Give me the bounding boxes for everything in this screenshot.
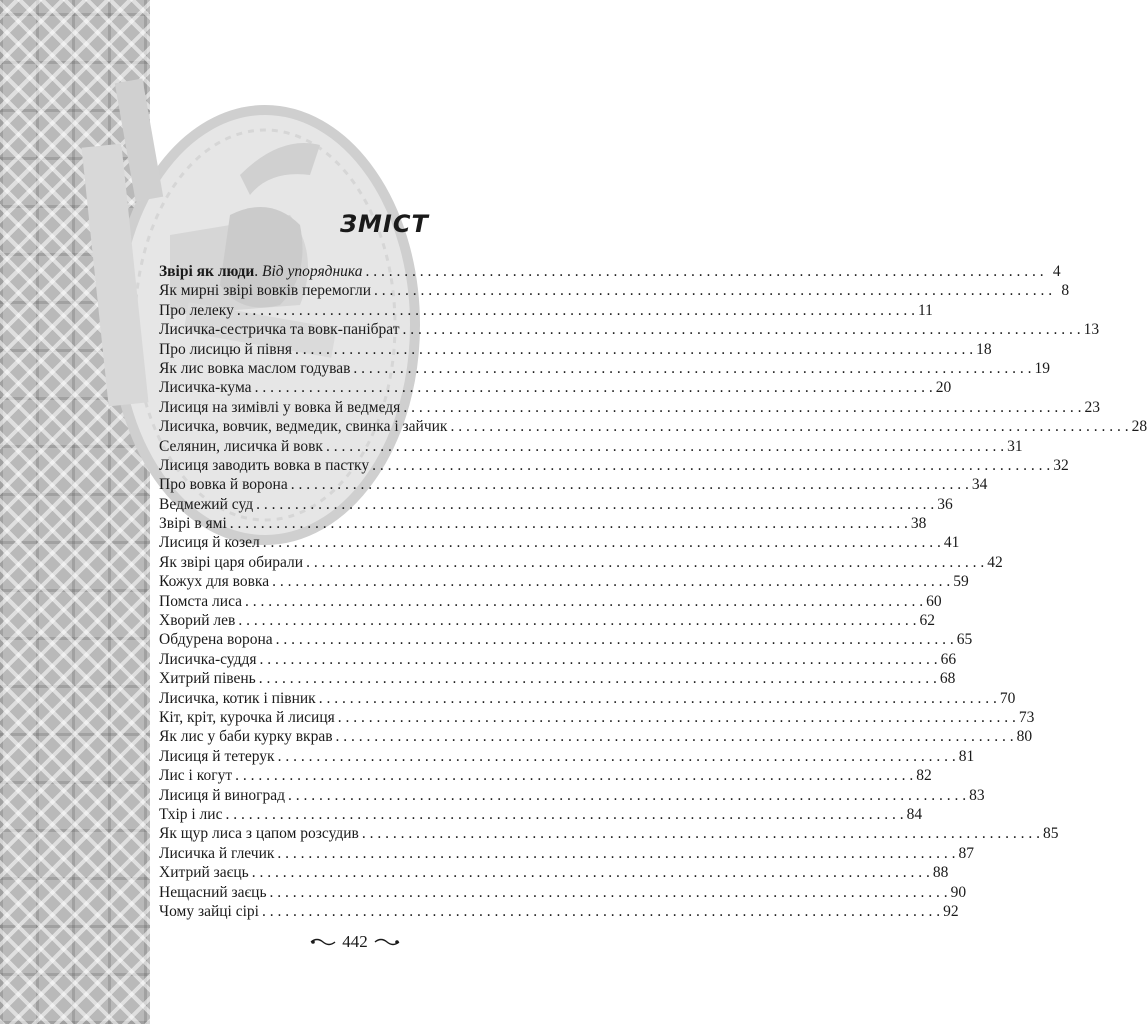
toc-entry-title: Лисиця й виноград — [159, 786, 285, 804]
toc-entry — [159, 533, 960, 552]
toc-entry-page: 90 — [950, 883, 967, 901]
toc-entry — [159, 630, 973, 649]
toc-leader-dots — [235, 766, 913, 785]
toc-entry — [159, 398, 1100, 417]
toc-entry-title: Лисиця й козел — [159, 534, 260, 552]
toc-entry-title: Селянин, лисичка й вовк — [159, 437, 323, 455]
toc-entry — [159, 689, 1016, 708]
toc-entry-page: 60 — [926, 592, 942, 610]
right-flourish-icon — [374, 937, 400, 947]
toc-entry-page: 65 — [956, 631, 973, 649]
toc-leader-dots — [336, 727, 1014, 746]
page-number — [310, 932, 400, 952]
toc-entry — [159, 320, 1100, 339]
toc-entry-page: 59 — [953, 573, 969, 591]
toc-leader-dots — [238, 611, 916, 630]
toc-entry — [159, 437, 1023, 456]
toc-entry-title: Про лисицю й півня — [159, 340, 293, 358]
toc-entry-page: 73 — [1018, 708, 1035, 726]
toc-entry-title: Лисиця й тетерук — [159, 747, 275, 765]
toc-entry — [159, 727, 1033, 746]
toc-entry — [159, 262, 1061, 281]
toc-entry-page: 23 — [1084, 398, 1100, 416]
toc-entry — [159, 883, 967, 902]
toc-entry — [159, 805, 923, 824]
toc-entry-title: Лисичка, вовчик, ведмедик, свинка і зайчик — [159, 418, 448, 436]
toc-leader-dots — [278, 747, 956, 766]
toc-entry-page: 41 — [943, 534, 960, 552]
toc-entry — [159, 844, 975, 863]
toc-entry-page: 31 — [1007, 437, 1023, 455]
toc-entry-title: Як щур лиса з цапом розсудив — [159, 825, 359, 843]
toc-entry-title: Лисичка-суддя — [159, 650, 257, 668]
toc-entry-title: Лисичка-сестричка та вовк-панібрат — [159, 321, 400, 339]
toc-leader-dots — [295, 340, 973, 359]
toc-entry-page: 62 — [919, 612, 935, 630]
toc-entry-page: 13 — [1083, 321, 1100, 339]
toc-leader-dots — [270, 883, 948, 902]
toc-leader-dots — [366, 262, 1044, 281]
toc-entry-page: 18 — [976, 340, 992, 358]
toc-entry — [159, 495, 953, 514]
toc-entry-title: Звірі в ямі — [159, 515, 227, 533]
toc-entry-page: 34 — [971, 476, 988, 494]
toc-entry-title: Хитрий півень — [159, 670, 256, 688]
toc-leader-dots — [256, 495, 934, 514]
toc-leader-dots — [245, 592, 923, 611]
toc-entry-page: 68 — [939, 670, 956, 688]
toc-entry — [159, 475, 988, 494]
toc-leader-dots — [450, 417, 1128, 436]
toc-entry-page: 28 — [1131, 418, 1147, 436]
toc-entry-page: 20 — [935, 379, 952, 397]
toc-leader-dots — [403, 320, 1081, 339]
toc-entry — [159, 766, 932, 785]
toc-entry-page: 8 — [1061, 282, 1070, 300]
toc-leader-dots — [353, 359, 1031, 378]
toc-leader-dots — [326, 437, 1004, 456]
toc-entry — [159, 572, 969, 591]
toc-entry-title: Лисиця заводить вовка в пастку — [159, 456, 370, 474]
toc-entry-title: Лисичка й глечик — [159, 844, 275, 862]
toc-entry — [159, 378, 952, 397]
toc-entry-title: Хворий лев — [159, 612, 236, 630]
toc-entry-page: 4 — [1052, 263, 1061, 280]
toc-entry — [159, 650, 957, 669]
toc-entry-title: Лис і когут — [159, 767, 233, 785]
toc-entry — [159, 902, 959, 921]
toc-entry-page: 36 — [937, 495, 953, 513]
toc-entry-page: 87 — [958, 844, 975, 862]
table-of-contents — [159, 262, 1147, 921]
toc-leader-dots — [263, 533, 941, 552]
toc-entry-page: 84 — [906, 805, 923, 823]
toc-leader-dots — [276, 630, 954, 649]
toc-entry-page: 32 — [1053, 456, 1069, 474]
toc-entry-title: Хитрий заєць — [159, 864, 249, 882]
toc-leader-dots — [372, 456, 1050, 475]
toc-leader-dots — [277, 844, 955, 863]
toc-entry-page: 82 — [916, 767, 932, 785]
toc-entry — [159, 359, 1051, 378]
toc-leader-dots — [259, 650, 937, 669]
toc-entry — [159, 747, 975, 766]
page-title: ЗМІСТ — [340, 210, 429, 238]
toc-entry-page: 81 — [958, 747, 975, 765]
toc-entry — [159, 669, 956, 688]
toc-entry-title: Як мирні звірі вовків перемогли — [159, 282, 372, 300]
toc-entry-title: Тхір і лис — [159, 805, 223, 823]
toc-entry-title: Нещасний заєць — [159, 883, 267, 901]
toc-leader-dots — [291, 475, 969, 494]
toc-leader-dots — [230, 514, 908, 533]
toc-entry-title: Як звірі царя обирали — [159, 553, 304, 571]
toc-entry — [159, 863, 949, 882]
toc-entry-title: Про лелеку — [159, 301, 234, 319]
toc-entry-title: Кіт, кріт, курочка й лисиця — [159, 708, 335, 726]
toc-leader-dots — [338, 708, 1016, 727]
toc-entry — [159, 708, 1035, 727]
toc-entry-page: 42 — [987, 553, 1003, 571]
toc-entry-title: Лисиця на зимівлі у вовка й ведмедя — [159, 398, 401, 416]
toc-entry — [159, 553, 1003, 572]
toc-entry-page: 66 — [940, 650, 957, 668]
toc-entry-title-bold: Звірі як люди — [159, 263, 255, 280]
toc-entry-title-separator: . — [254, 263, 263, 280]
toc-entry — [159, 417, 1147, 436]
toc-leader-dots — [262, 902, 940, 921]
toc-entry-page: 88 — [932, 864, 949, 882]
toc-leader-dots — [306, 553, 984, 572]
toc-entry — [159, 514, 927, 533]
toc-leader-dots — [362, 824, 1040, 843]
toc-entry — [159, 611, 935, 630]
toc-entry-title: Лисичка-кума — [159, 379, 252, 397]
toc-entry-page: 80 — [1016, 728, 1033, 746]
toc-entry-page: 83 — [969, 786, 985, 804]
toc-entry — [159, 281, 1070, 300]
toc-leader-dots — [288, 786, 966, 805]
toc-leader-dots — [403, 398, 1081, 417]
toc-leader-dots — [319, 689, 997, 708]
toc-entry-page: 70 — [999, 689, 1016, 707]
toc-entry-title-italic: Від упорядника — [262, 263, 363, 280]
toc-leader-dots — [272, 572, 950, 591]
toc-entry-page: 38 — [910, 515, 927, 533]
toc-entry-title: Лисичка, котик і півник — [159, 689, 316, 707]
page-number-text: 442 — [342, 932, 368, 951]
toc-entry-title: Чому зайці сірі — [159, 902, 259, 920]
toc-entry-page: 11 — [917, 301, 933, 319]
toc-entry-page: 85 — [1043, 825, 1059, 843]
toc-leader-dots — [225, 805, 903, 824]
toc-leader-dots — [237, 301, 915, 320]
toc-entry — [159, 824, 1059, 843]
toc-entry-title: Кожух для вовка — [159, 573, 270, 591]
toc-entry — [159, 301, 933, 320]
toc-entry-page: 92 — [943, 902, 959, 920]
toc-leader-dots — [259, 669, 937, 688]
toc-entry-title: Як лис у баби курку вкрав — [159, 728, 333, 746]
toc-leader-dots — [255, 378, 933, 397]
toc-entry-title: Ведмежий суд — [159, 495, 254, 513]
toc-entry — [159, 786, 985, 805]
toc-entry-title: Про вовка й ворона — [159, 476, 288, 494]
toc-entry — [159, 340, 992, 359]
toc-entry-page: 19 — [1034, 359, 1051, 377]
toc-entry — [159, 592, 942, 611]
toc-leader-dots — [374, 281, 1052, 300]
toc-entry-title: Як лис вовка маслом годував — [159, 359, 351, 377]
toc-leader-dots — [252, 863, 930, 882]
toc-entry-title: Помста лиса — [159, 592, 243, 610]
toc-entry-title: Обдурена ворона — [159, 631, 273, 649]
left-flourish-icon — [310, 937, 336, 947]
toc-entry — [159, 456, 1069, 475]
toc-entry-title — [159, 262, 363, 281]
